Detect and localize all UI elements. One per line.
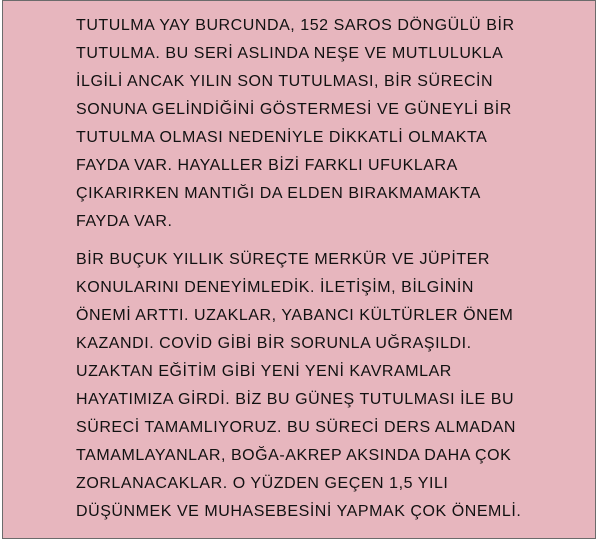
paragraph-line: KONULARINI DENEYİMLEDİK. İLETİŞİM, BİLGİNİN bbox=[76, 279, 474, 296]
paragraph-line: DÜŞÜNMEK VE MUHASEBESİNİ YAPMAK ÇOK ÖNEMLİ. bbox=[76, 503, 522, 520]
paragraph-line: İLGİLİ ANCAK YILIN SON TUTULMASI, BİR SÜRECİN bbox=[76, 73, 494, 90]
paragraph-line: HAYATIMIZA GİRDİ. BİZ BU GÜNEŞ TUTULMASI İLE BU bbox=[76, 391, 515, 408]
paragraph-line: SÜRECİ TAMAMLIYORUZ. BU SÜRECİ DERS ALMADAN bbox=[76, 419, 517, 436]
paragraph-line: FAYDA VAR. HAYALLER BİZİ FARKLI UFUKLARA bbox=[76, 157, 458, 174]
paragraph-line: BİR BUÇUK YILLIK SÜREÇTE MERKÜR VE JÜPİTER bbox=[76, 251, 490, 268]
paragraph-line: TAMAMLAYANLAR, BOĞA-AKREP AKSINDA DAHA ÇOK bbox=[76, 447, 512, 464]
paragraph-line: ZORLANACAKLAR. O YÜZDEN GEÇEN 1,5 YILI bbox=[76, 475, 449, 492]
paragraph-line: TUTULMA YAY BURCUNDA, 152 SAROS DÖNGÜLÜ BİR bbox=[76, 17, 515, 34]
paragraph-line: TUTULMA OLMASI NEDENİYLE DİKKATLİ OLMAKTA bbox=[76, 129, 488, 146]
paragraph-line: FAYDA VAR. bbox=[76, 213, 173, 230]
paragraph-line: KAZANDI. COVİD GİBİ BİR SORUNLA UĞRAŞILDI. bbox=[76, 335, 472, 352]
paragraph-1 bbox=[76, 12, 536, 236]
paragraph-line: SONUNA GELİNDİĞİNİ GÖSTERMESİ VE GÜNEYLİ BİR bbox=[76, 101, 512, 118]
paragraph-line: ÇIKARIRKEN MANTIĞI DA ELDEN BIRAKMAMAKTA bbox=[76, 185, 481, 202]
text-card bbox=[2, 0, 596, 539]
paragraph-line: ÖNEMİ ARTTI. UZAKLAR, YABANCI KÜLTÜRLER ÖNEM bbox=[76, 307, 514, 324]
paragraph-line: TUTULMA. BU SERİ ASLINDA NEŞE VE MUTLULUKLA bbox=[76, 45, 504, 62]
paragraph-line: UZAKTAN EĞİTİM GİBİ YENİ YENİ KAVRAMLAR bbox=[76, 363, 452, 380]
paragraph-2 bbox=[76, 246, 536, 526]
